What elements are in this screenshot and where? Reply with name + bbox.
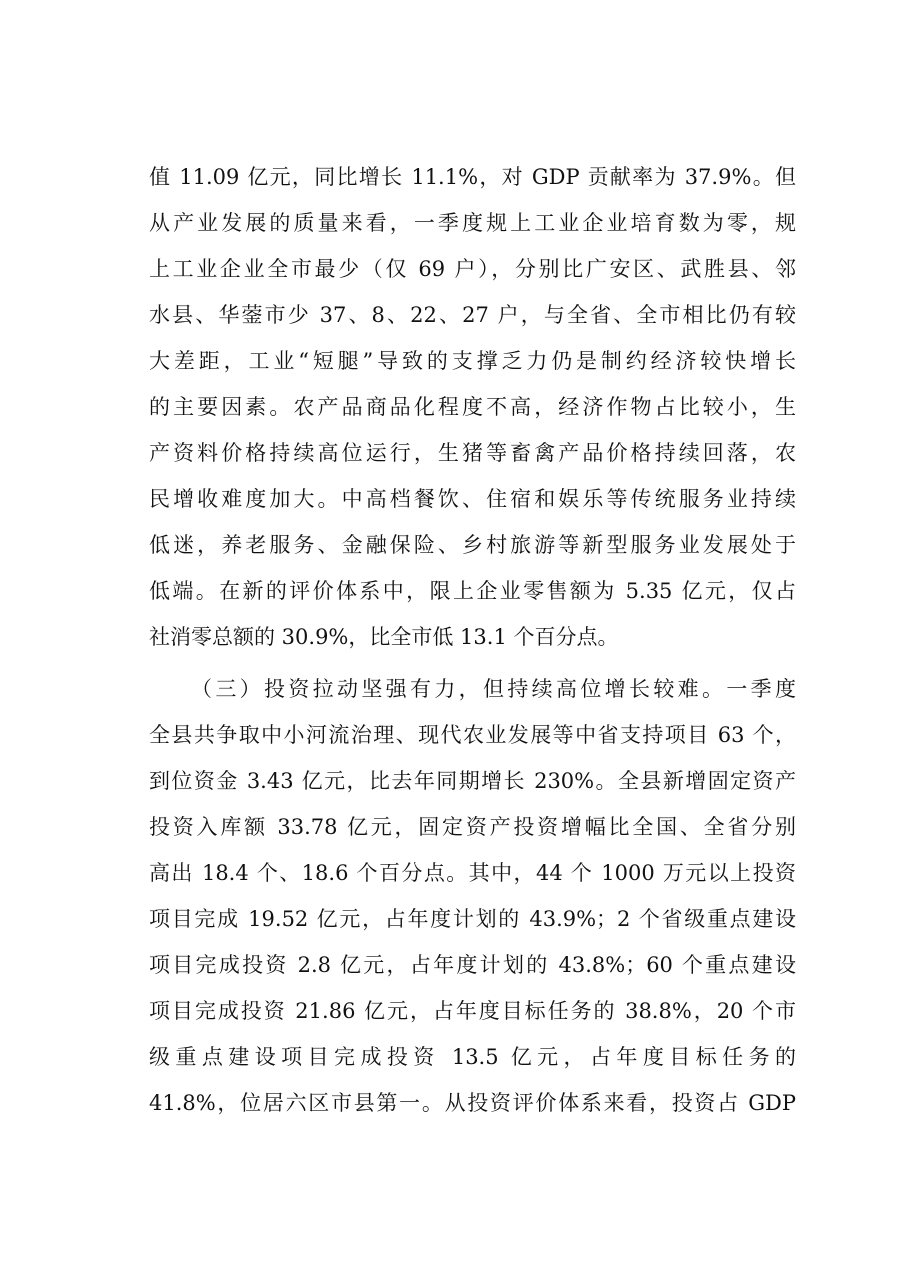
text-line: 民增收难度加大。中高档餐饮、住宿和娱乐等传统服务业持续 [149, 487, 796, 511]
text-line: 的主要因素。农产品商品化程度不高，经济作物占比较小，生 [149, 395, 796, 419]
text-line: 水县、华蓥市少 37、8、22、27 户，与全省、全市相比仍有较 [149, 303, 796, 327]
text-line: 全县共争取中小河流治理、现代农业发展等中省支持项目 63 个， [149, 723, 796, 747]
text-line: 产资料价格持续高位运行，生猪等畜禽产品价格持续回落，农 [149, 441, 796, 465]
text-line: 大差距，工业“短腿”导致的支撑乏力仍是制约经济较快增长 [149, 349, 796, 373]
text-line: 低端。在新的评价体系中，限上企业零售额为 5.35 亿元，仅占 [149, 579, 796, 603]
text-line: 值 11.09 亿元，同比增长 11.1%，对 GDP 贡献率为 37.9%。但 [149, 165, 796, 189]
text-line: 项目完成投资 2.8 亿元，占年度计划的 43.8%；60 个重点建设 [149, 953, 796, 977]
text-line: 项目完成 19.52 亿元，占年度计划的 43.9%；2 个省级重点建设 [149, 907, 796, 931]
text-line: 高出 18.4 个、18.6 个百分点。其中，44 个 1000 万元以上投资 [149, 861, 796, 885]
text-line: 投资入库额 33.78 亿元，固定资产投资增幅比全国、全省分别 [149, 815, 796, 839]
text-line: 低迷，养老服务、金融保险、乡村旅游等新型服务业发展处于 [149, 533, 796, 557]
text-line: 级重点建设项目完成投资 13.5 亿元，占年度目标任务的 [149, 1045, 796, 1069]
text-line: 41.8%，位居六区市县第一。从投资评价体系来看，投资占 GDP [149, 1091, 796, 1115]
text-line: 社消零总额的 30.9%，比全市低 13.1 个百分点。 [149, 625, 619, 649]
text-line: 到位资金 3.43 亿元，比去年同期增长 230%。全县新增固定资产 [149, 769, 796, 793]
text-line: 从产业发展的质量来看，一季度规上工业企业培育数为零，规 [149, 211, 796, 235]
text-line: 上工业企业全市最少（仅 69 户），分别比广安区、武胜县、邻 [149, 257, 796, 281]
text-line: 项目完成投资 21.86 亿元，占年度目标任务的 38.8%，20 个市 [149, 999, 796, 1023]
section-heading-line: （三）投资拉动坚强有力，但持续高位增长较难。一季度 [191, 677, 796, 701]
